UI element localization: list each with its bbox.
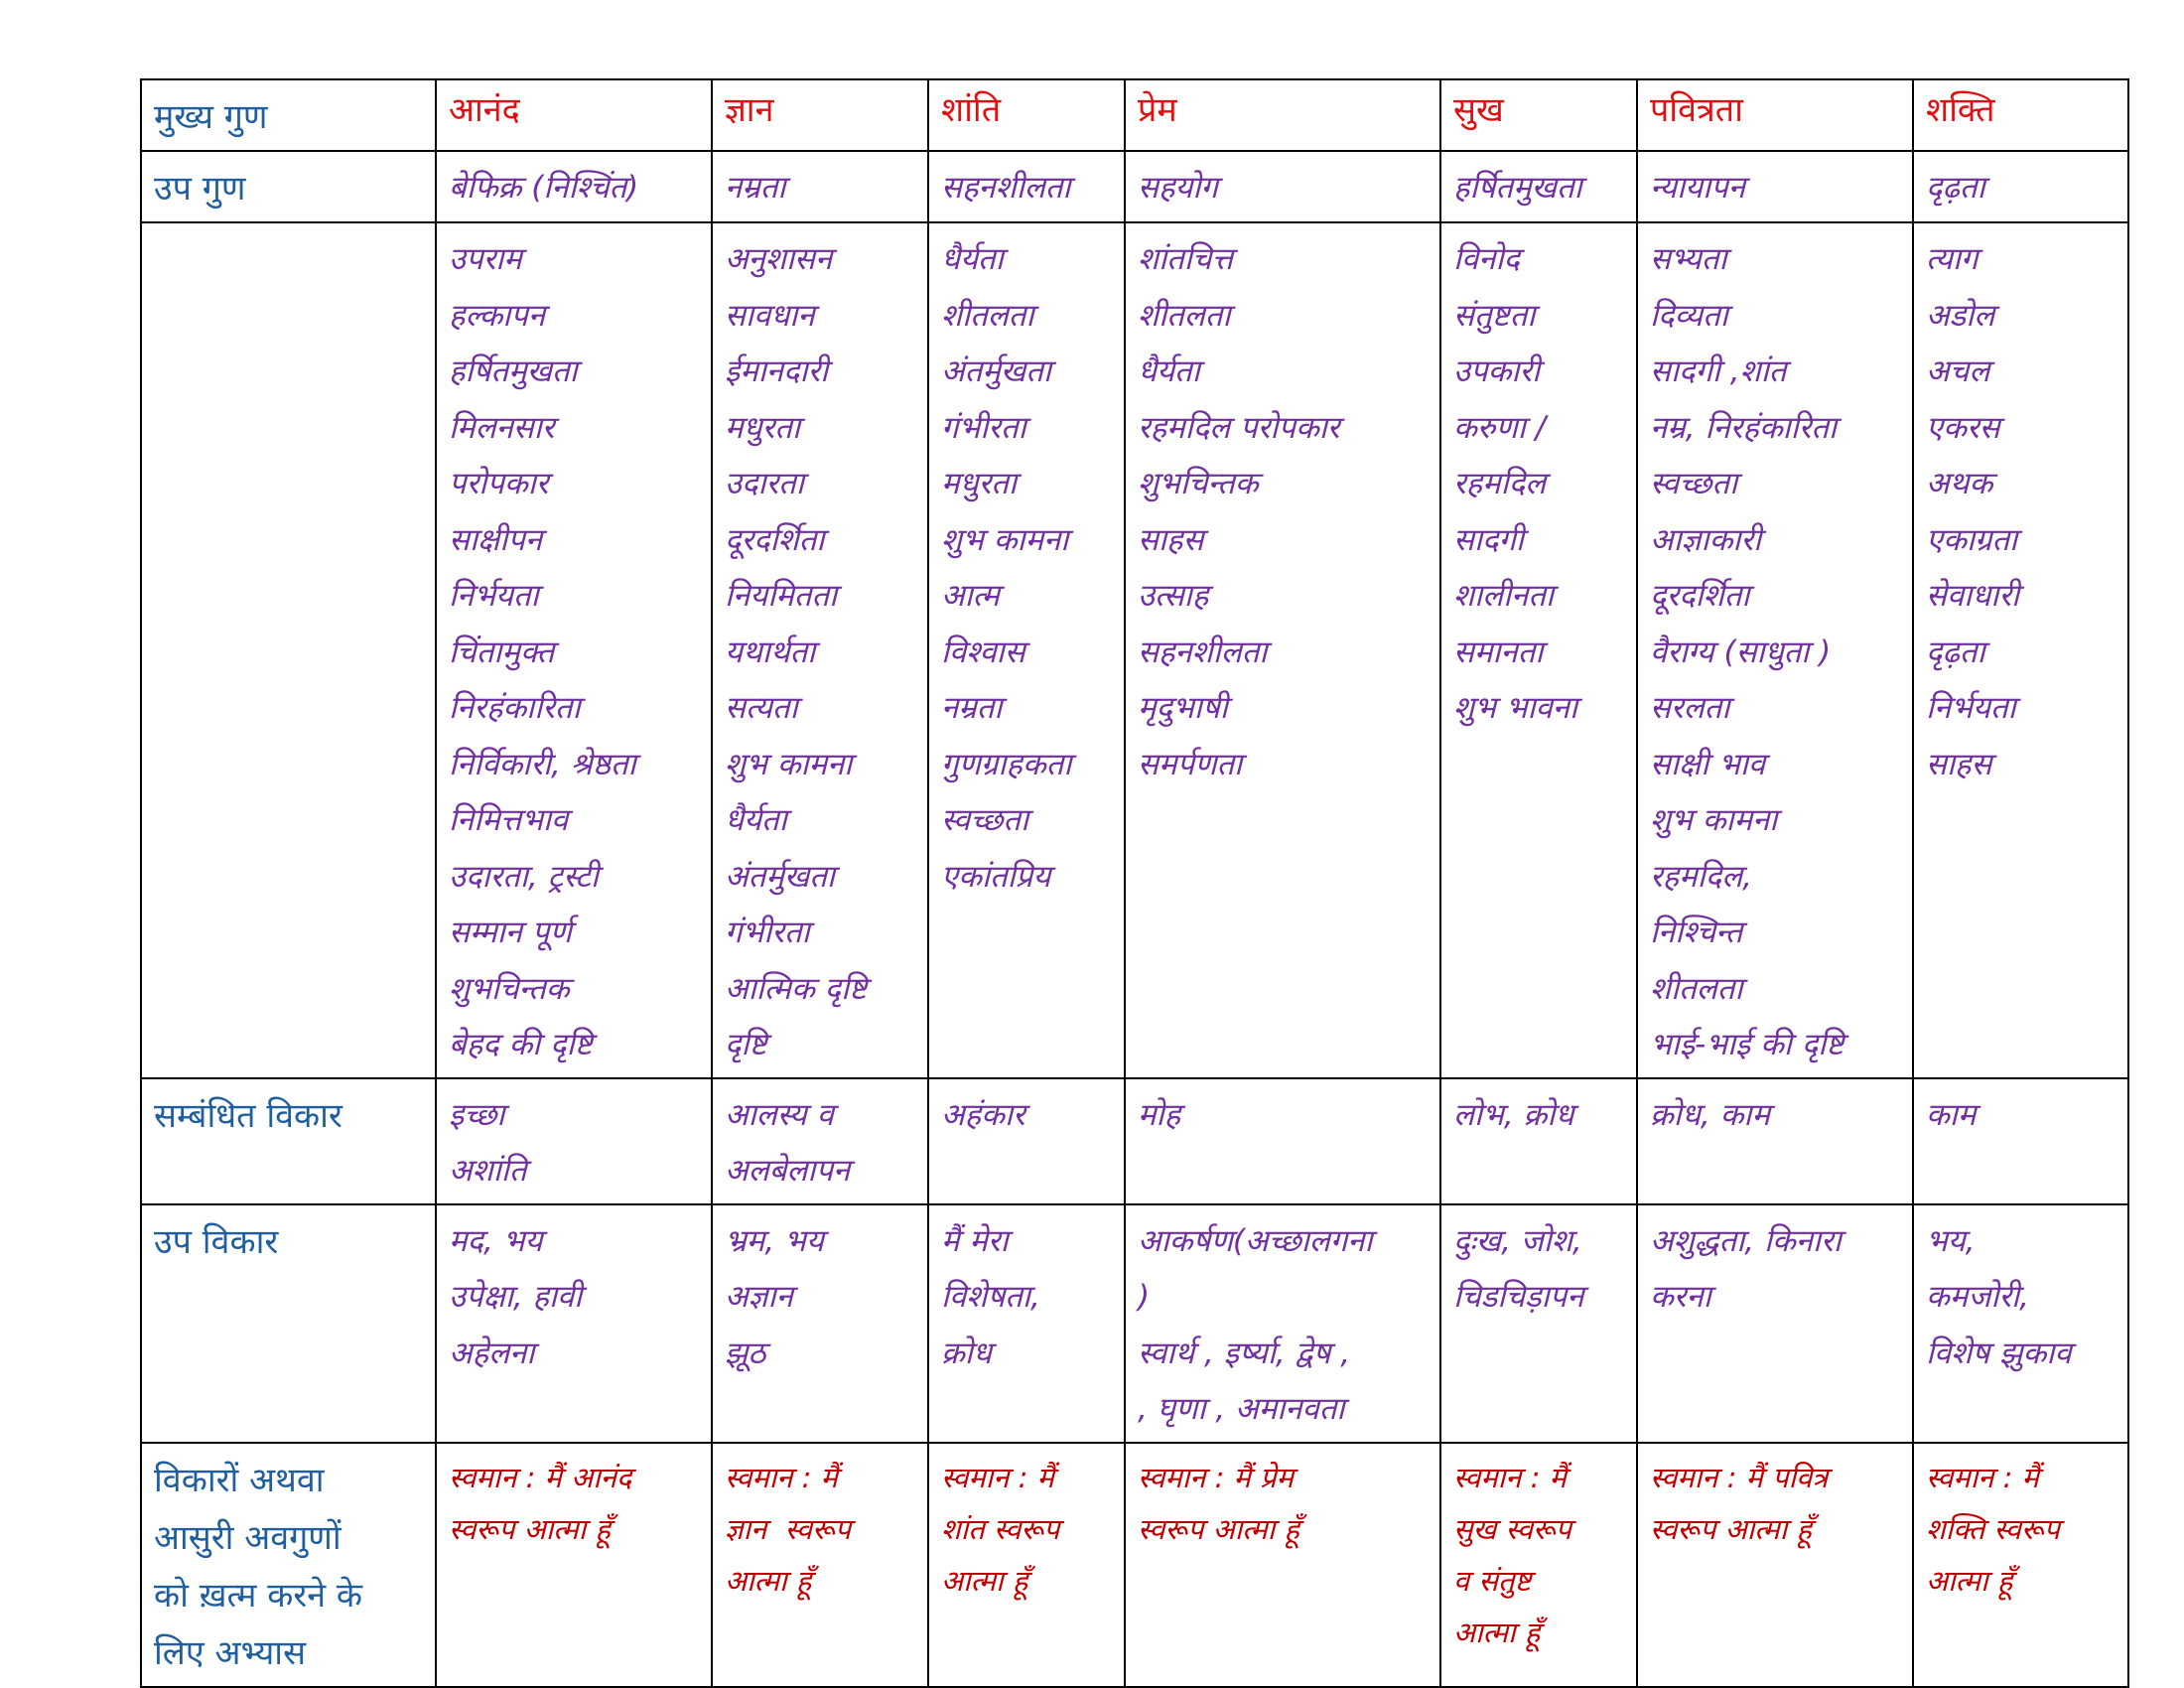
list-item: निमित्तभाव <box>449 802 569 838</box>
row-label-text: उप विकार <box>154 1221 279 1262</box>
list-item: आलस्य व <box>725 1096 834 1133</box>
column-head-shakti: शक्ति <box>1926 90 1995 130</box>
practice-line: स्वमान : मैं <box>1453 1460 1567 1494</box>
practice-line: शक्ति स्वरूप <box>1926 1511 2060 1546</box>
virtues-table <box>140 78 2129 1688</box>
practice-row <box>141 1443 2128 1687</box>
practice-line: ज्ञान स्वरूप <box>725 1511 852 1546</box>
list-item: हर्षितमुखता <box>449 353 578 389</box>
list-item: चिंतामुक्त <box>449 633 555 670</box>
row-label-line: आसुरी अवगुणों <box>154 1517 341 1558</box>
list-item: दृढ़ता <box>1926 633 1985 670</box>
list-item: निर्भयता <box>449 578 539 614</box>
list-item: सभ्यता <box>1650 241 1727 277</box>
list-item: दृष्टि <box>725 1027 767 1062</box>
sub-quality: बेफिक्र (निश्चिंत) <box>449 170 639 206</box>
list-item: साक्षीपन <box>449 521 543 558</box>
sub-vikar-cell <box>712 1204 928 1443</box>
list-item: अंतर्मुखता <box>725 858 835 895</box>
list-item: वैराग्य (साधुता ) <box>1650 633 1832 670</box>
sub-quality-cell <box>1913 151 2128 222</box>
list-item: करुणा / <box>1453 409 1547 446</box>
sub-vikar-row <box>141 1204 2128 1443</box>
row-label-vikar <box>141 1078 436 1204</box>
list-item: काम <box>1926 1096 1977 1133</box>
list-item: गंभीरता <box>941 409 1026 446</box>
row-label-text: मुख्य गुण <box>154 97 268 137</box>
list-item: सम्मान पूर्ण <box>449 914 572 950</box>
row-label-line: लिए अभ्यास <box>154 1632 307 1673</box>
practice-line: स्वरूप आत्मा हूँ <box>1138 1511 1299 1546</box>
related-vikar-row <box>141 1078 2128 1204</box>
list-item: दूरदर्शिता <box>725 521 825 558</box>
list-item: आत्मिक दृष्टि <box>725 970 868 1007</box>
sub-vikar-cell <box>1913 1204 2128 1443</box>
practice-cell <box>1913 1443 2128 1687</box>
list-item: यथार्थता <box>725 633 816 670</box>
list-item: रहमदिल, <box>1650 858 1753 895</box>
list-item: रहमदिल <box>1453 466 1547 501</box>
list-item: , घृणा , अमानवता <box>1138 1391 1345 1427</box>
list-item: आज्ञाकारी <box>1650 521 1762 558</box>
row-label-sub <box>141 151 436 222</box>
vikar-cell <box>712 1078 928 1204</box>
list-item: अहेलना <box>449 1335 535 1371</box>
row-label-text: उप गुण <box>154 169 246 209</box>
list-item: शुभ भावना <box>1453 690 1578 726</box>
list-item: अलबेलापन <box>725 1153 851 1189</box>
list-item: समर्पणता <box>1138 746 1243 782</box>
list-item: शुभ कामना <box>1650 802 1778 838</box>
sub-quality: नम्रता <box>725 170 786 206</box>
row-label-upvikar <box>141 1204 436 1443</box>
list-item: शुभ कामना <box>941 521 1069 558</box>
row-label-main <box>141 79 436 151</box>
practice-line: व संतुष्ट <box>1453 1563 1532 1598</box>
qualities-row <box>141 222 2128 1078</box>
list-item: विशेषता, <box>941 1279 1040 1315</box>
list-item: कमजोरी, <box>1926 1279 2029 1315</box>
practice-cell <box>1125 1443 1440 1687</box>
list-item: स्वच्छता <box>941 802 1029 838</box>
practice-line: स्वमान : मैं <box>941 1460 1054 1494</box>
sub-quality-cell <box>1440 151 1637 222</box>
sub-quality-row <box>141 151 2128 222</box>
list-item: अशांति <box>449 1153 527 1189</box>
list-item: उपराम <box>449 241 522 277</box>
list-item: एकाग्रता <box>1926 521 2018 558</box>
list-item: निश्चिन्त <box>1650 914 1743 950</box>
list-item: अथक <box>1926 466 1993 501</box>
practice-line: स्वमान : मैं आनंद <box>449 1460 632 1494</box>
row-label-text: सम्बंधित विकार <box>154 1095 342 1136</box>
column-head-prem: प्रेम <box>1138 90 1177 130</box>
list-item: शालीनता <box>1453 578 1555 614</box>
list-item: परोपकार <box>449 466 549 501</box>
column-head-gyan: ज्ञान <box>725 90 774 130</box>
list-item: शीतलता <box>1138 297 1231 334</box>
list-item: सरलता <box>1650 690 1730 726</box>
vikar-cell <box>928 1078 1125 1204</box>
list-item: अचल <box>1926 353 1990 389</box>
column-head-shanti: शांति <box>941 90 1002 130</box>
list-item: विश्वास <box>941 633 1025 670</box>
practice-cell <box>1637 1443 1913 1687</box>
practice-line: शांत स्वरूप <box>941 1511 1060 1546</box>
list-item: करना <box>1650 1279 1711 1315</box>
list-item: शीतलता <box>941 297 1034 334</box>
list-item: अशुद्धता, किनारा <box>1650 1222 1842 1259</box>
list-item: क्रोध <box>941 1335 992 1371</box>
list-item: लोभ, क्रोध <box>1453 1096 1574 1133</box>
practice-line: स्वमान : मैं <box>725 1460 838 1494</box>
sub-quality-cell <box>436 151 712 222</box>
vikar-cell <box>1913 1078 2128 1204</box>
list-item: उपेक्षा, हावी <box>449 1279 583 1315</box>
practice-line: आत्मा हूँ <box>941 1563 1028 1598</box>
column-head <box>928 79 1125 151</box>
list-item: उदारता <box>725 466 804 501</box>
list-item: धैर्यता <box>1138 353 1200 389</box>
vikar-cell <box>1637 1078 1913 1204</box>
column-head-sukh: सुख <box>1453 90 1504 130</box>
list-item: उपकारी <box>1453 353 1541 389</box>
list-item: मैं मेरा <box>941 1222 1009 1259</box>
vikar-cell <box>1125 1078 1440 1204</box>
list-item: अंतर्मुखता <box>941 353 1051 389</box>
sub-quality-cell <box>1125 151 1440 222</box>
list-item: गंभीरता <box>725 914 810 950</box>
list-item: मधुरता <box>941 466 1017 501</box>
list-item: भ्रम, भय <box>725 1222 824 1259</box>
list-item: एकांतप्रिय <box>941 858 1051 895</box>
sub-quality-cell <box>712 151 928 222</box>
list-item: मद, भय <box>449 1222 543 1259</box>
list-item: नियमितता <box>725 578 838 614</box>
list-item: शीतलता <box>1650 970 1743 1007</box>
row-label-empty <box>141 222 436 1078</box>
list-item: ईमानदारी <box>725 353 829 389</box>
list-item: साहस <box>1138 521 1204 558</box>
list-item: इच्छा <box>449 1096 505 1133</box>
list-item: सेवाधारी <box>1926 578 2020 614</box>
list-item: दुःख, जोश, <box>1453 1222 1582 1259</box>
sub-vikar-cell <box>1125 1204 1440 1443</box>
qualities-cell <box>1637 222 1913 1078</box>
qualities-cell <box>1913 222 2128 1078</box>
list-item: अनुशासन <box>725 241 833 277</box>
list-item: अज्ञान <box>725 1279 793 1315</box>
sub-quality: हर्षितमुखता <box>1453 170 1582 206</box>
row-label-line: को ख़त्म करने के <box>154 1575 363 1616</box>
practice-cell <box>712 1443 928 1687</box>
practice-line: स्वरूप आत्मा हूँ <box>449 1511 611 1546</box>
list-item: रहमदिल परोपकार <box>1138 409 1340 446</box>
column-head <box>1440 79 1637 151</box>
list-item: विशेष झुकाव <box>1926 1335 2072 1371</box>
qualities-cell <box>1125 222 1440 1078</box>
list-item: उदारता, ट्रस्टी <box>449 858 599 895</box>
sub-vikar-cell <box>436 1204 712 1443</box>
practice-line: आत्मा हूँ <box>725 1563 812 1598</box>
list-item: हल्कापन <box>449 297 546 334</box>
list-item: ) <box>1138 1279 1151 1315</box>
list-item: नम्र, निरहंकारिता <box>1650 409 1838 446</box>
list-item: मिलनसार <box>449 409 555 446</box>
practice-line: स्वमान : मैं पवित्र <box>1650 1460 1829 1494</box>
practice-cell <box>436 1443 712 1687</box>
list-item: अहंकार <box>941 1096 1025 1133</box>
list-item: शांतचित्त <box>1138 241 1233 277</box>
qualities-cell <box>712 222 928 1078</box>
sub-vikar-cell <box>1637 1204 1913 1443</box>
list-item: नम्रता <box>941 690 1003 726</box>
list-item: अडोल <box>1926 297 1995 334</box>
column-head <box>712 79 928 151</box>
list-item: साक्षी भाव <box>1650 746 1766 782</box>
list-item: धैर्यता <box>941 241 1004 277</box>
practice-line: स्वरूप आत्मा हूँ <box>1650 1511 1812 1546</box>
sub-quality: सहयोग <box>1138 170 1218 206</box>
list-item: सादगी ,शांत <box>1650 353 1787 389</box>
sub-vikar-cell <box>1440 1204 1637 1443</box>
list-item: दूरदर्शिता <box>1650 578 1750 614</box>
list-item: क्रोध, काम <box>1650 1096 1770 1133</box>
qualities-cell <box>436 222 712 1078</box>
list-item: निरहंकारिता <box>449 690 581 726</box>
list-item: समानता <box>1453 633 1544 670</box>
list-item: शुभचिन्तक <box>1138 466 1259 501</box>
list-item: त्याग <box>1926 241 1979 277</box>
list-item: साहस <box>1926 746 1992 782</box>
practice-line: स्वमान : मैं <box>1926 1460 2039 1494</box>
list-item: स्वच्छता <box>1650 466 1738 501</box>
list-item: सहनशीलता <box>1138 633 1268 670</box>
list-item: विनोद <box>1453 241 1520 277</box>
sub-vikar-cell <box>928 1204 1125 1443</box>
column-head <box>1913 79 2128 151</box>
list-item: संतुष्टता <box>1453 297 1536 334</box>
list-item: सावधान <box>725 297 815 334</box>
column-head-pavitrata: पवित्रता <box>1650 90 1743 130</box>
practice-line: स्वमान : मैं प्रेम <box>1138 1460 1294 1494</box>
column-head <box>1125 79 1440 151</box>
list-item: भय, <box>1926 1222 1976 1259</box>
list-item: उत्साह <box>1138 578 1209 614</box>
practice-line: आत्मा हूँ <box>1926 1563 2013 1598</box>
practice-cell <box>1440 1443 1637 1687</box>
list-item: भाई-भाई की दृष्टि <box>1650 1027 1844 1062</box>
vikar-cell <box>1440 1078 1637 1204</box>
list-item: मोह <box>1138 1096 1181 1133</box>
list-item: चिडचिड़ापन <box>1453 1279 1584 1315</box>
sub-quality: न्यायापन <box>1650 170 1745 206</box>
list-item: एकरस <box>1926 409 2000 446</box>
practice-cell <box>928 1443 1125 1687</box>
sub-quality: दृढ़ता <box>1926 170 1985 206</box>
sub-quality-cell <box>928 151 1125 222</box>
main-quality-row <box>141 79 2128 151</box>
list-item: सादगी <box>1453 521 1524 558</box>
list-item: सत्यता <box>725 690 798 726</box>
sub-quality-cell <box>1637 151 1913 222</box>
column-head-anand: आनंद <box>449 90 520 130</box>
list-item: मृदुभाषी <box>1138 690 1228 726</box>
list-item: आकर्षण(अच्छालगना <box>1138 1222 1373 1259</box>
row-label-practice <box>141 1443 436 1687</box>
row-label-line: विकारों अथवा <box>154 1460 325 1500</box>
practice-line: सुख स्वरूप <box>1453 1511 1571 1546</box>
list-item: दिव्यता <box>1650 297 1728 334</box>
list-item: शुभचिन्तक <box>449 970 570 1007</box>
list-item: मधुरता <box>725 409 800 446</box>
qualities-cell <box>928 222 1125 1078</box>
list-item: स्वार्थ , इर्ष्या, द्वेष , <box>1138 1335 1351 1371</box>
column-head <box>436 79 712 151</box>
list-item: शुभ कामना <box>725 746 853 782</box>
sub-quality: सहनशीलता <box>941 170 1071 206</box>
qualities-cell <box>1440 222 1637 1078</box>
practice-line: आत्मा हूँ <box>1453 1615 1541 1649</box>
list-item: गुणग्राहकता <box>941 746 1072 782</box>
list-item: धैर्यता <box>725 802 787 838</box>
list-item: निर्विकारी, श्रेष्ठता <box>449 746 636 782</box>
list-item: निर्भयता <box>1926 690 2016 726</box>
list-item: बेहद की दृष्टि <box>449 1027 593 1062</box>
list-item: आत्म <box>941 578 1000 614</box>
column-head <box>1637 79 1913 151</box>
vikar-cell <box>436 1078 712 1204</box>
list-item: झूठ <box>725 1335 766 1371</box>
